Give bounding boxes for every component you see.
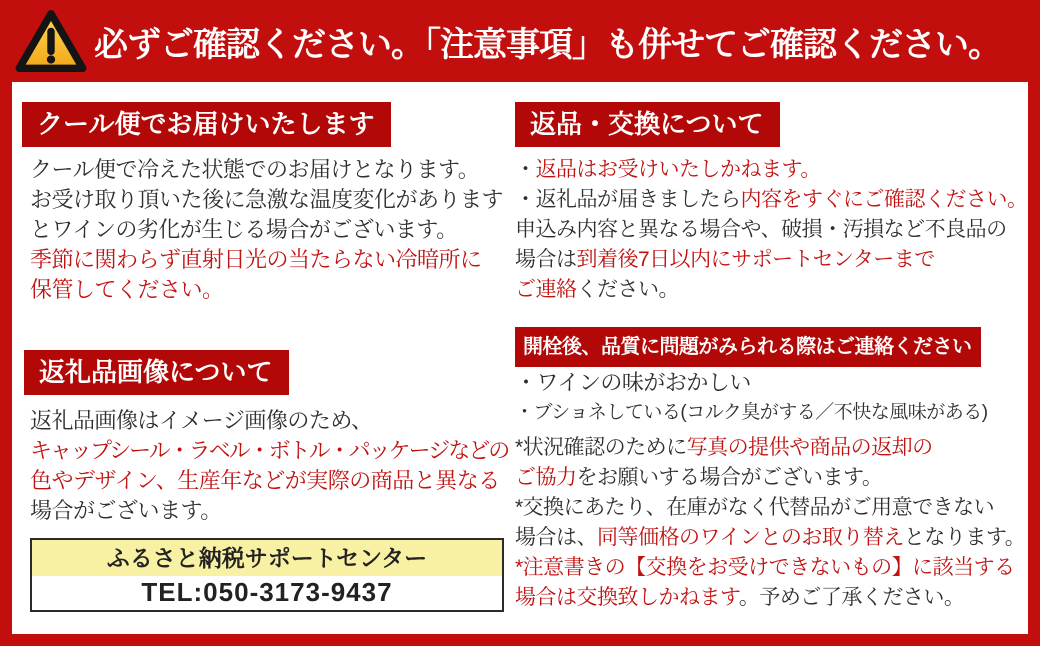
text-run: となります。 <box>903 526 1026 549</box>
text-run: 写真の提供や商品の返却の <box>686 436 933 459</box>
text-line <box>30 466 520 496</box>
text-run: *状況確認のために <box>515 436 687 459</box>
text-run: お受け取り頂いた後に急激な温度変化があります <box>30 187 504 212</box>
text-run: 場合は交換致しかねます <box>515 586 739 609</box>
text-run: ・ <box>515 158 536 181</box>
text-line <box>30 496 520 526</box>
text-run: 場合は <box>515 248 577 271</box>
text-run: ください。 <box>576 278 679 301</box>
text-run: *交換にあたり、在庫がなく代替品がご用意できない <box>515 496 995 519</box>
text-line <box>515 553 1020 583</box>
warning-icon <box>14 7 88 75</box>
text-run: 申込み内容と異なる場合や、破損・汚損など不良品の <box>515 218 1007 241</box>
text-line <box>30 275 520 305</box>
gift-image-text <box>30 406 520 526</box>
text-run: とワインの劣化が生じる場合がございます。 <box>30 217 458 242</box>
text-run: 返礼品画像はイメージ画像のため、 <box>30 408 373 433</box>
text-run: 返品はお受けいたしかねます。 <box>535 158 821 181</box>
text-line <box>515 463 1020 493</box>
text-line <box>515 433 1020 463</box>
text-run: 色やデザイン、生産年などが実際の商品と異なる <box>30 468 500 493</box>
text-run: 場合は、 <box>515 526 597 549</box>
text-line <box>515 398 1020 428</box>
text-run: *注意書きの【交換をお受けできないもの】に該当する <box>515 556 1015 579</box>
heading-gift-image: 返礼品画像について <box>24 350 289 395</box>
quality-issue-bullets <box>515 368 1020 428</box>
text-run: ご協力 <box>515 466 577 489</box>
text-run: 保管してください。 <box>30 277 224 302</box>
page-title: 必ずご確認ください。「注意事項」も併せてご確認ください。 <box>94 25 1001 64</box>
text-run: 季節に関わらず直射日光の当たらない冷暗所に <box>30 247 482 272</box>
text-run: ・ワインの味がおかしい <box>515 370 751 395</box>
text-line <box>30 436 520 466</box>
quality-issue-notes <box>515 433 1026 613</box>
text-run: ・返礼品が届きましたら <box>515 188 741 211</box>
text-line <box>515 155 1020 185</box>
text-run: 同等価格のワインとのお取り替え <box>597 526 904 549</box>
returns-exchange-text <box>515 155 1028 305</box>
text-run: 。予めご了承ください。 <box>738 586 965 609</box>
text-run: 場合がございます。 <box>30 498 222 523</box>
header-banner <box>0 0 1040 82</box>
text-run: クール便で冷えた状態でのお届けとなります。 <box>30 157 480 182</box>
heading-returns-exchange: 返品・交換について <box>515 102 780 147</box>
text-line <box>30 245 520 275</box>
text-line <box>515 493 1020 523</box>
text-line <box>515 583 1020 613</box>
text-run: をお願いする場合がございます。 <box>576 466 883 489</box>
text-line <box>515 185 1028 215</box>
support-center-box <box>30 538 504 612</box>
text-line <box>515 523 1026 553</box>
text-run: キャップシール・ラベル・ボトル・パッケージなどの <box>30 438 509 463</box>
text-line <box>515 275 1020 305</box>
cool-delivery-text <box>30 155 520 305</box>
text-line <box>30 155 520 185</box>
text-line <box>30 406 520 436</box>
support-center-name: ふるさと納税サポートセンター <box>32 540 502 576</box>
heading-quality-issue: 開栓後、品質に問題がみられる際はご連絡ください <box>515 327 981 367</box>
text-line <box>515 245 1020 275</box>
text-line <box>515 215 1020 245</box>
text-run: ・ブショネしている(コルク臭がする／不快な風味がある) <box>515 402 988 423</box>
heading-cool-delivery: クール便でお届けいたします <box>22 102 391 147</box>
text-run: 内容をすぐにご確認ください。 <box>740 188 1028 211</box>
text-line <box>30 185 520 215</box>
text-run: 到着後7日以内にサポートセンターまで <box>576 248 935 271</box>
support-center-phone: TEL:050-3173-9437 <box>32 576 502 610</box>
text-line <box>30 215 520 245</box>
text-line <box>515 368 1020 398</box>
text-run: ご連絡 <box>515 278 577 301</box>
